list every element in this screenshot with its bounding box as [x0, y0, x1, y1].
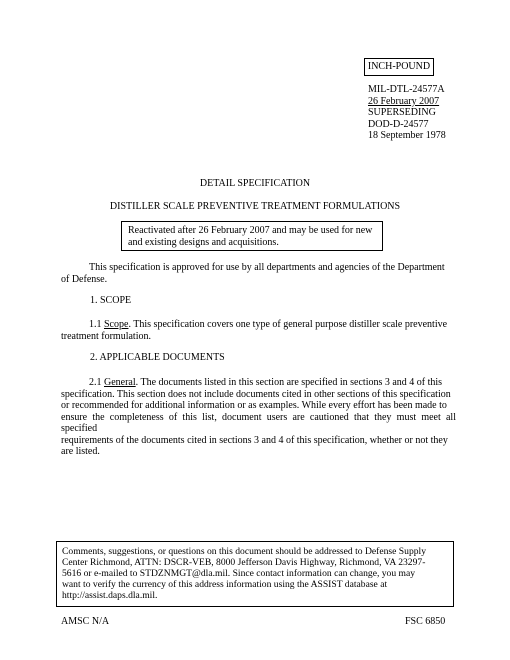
superseded-date: 18 September 1978	[368, 130, 446, 142]
superseding-label: SUPERSEDING	[368, 107, 436, 119]
spec-type-title: DETAIL SPECIFICATION	[199, 178, 311, 189]
general-line: ensure the completeness of this list, document users are cautioned that they must meet all specified	[61, 411, 456, 434]
section-1-heading: 1. SCOPE	[90, 295, 132, 306]
general-line	[61, 377, 456, 389]
document-identifier-block	[368, 84, 478, 142]
inch-pound-label: INCH-POUND	[367, 61, 431, 73]
reactivated-note-line: Reactivated after 26 February 2007 and may be used for new	[128, 225, 373, 236]
approval-line: This specification is approved for use by all departments and agencies of the Department	[89, 262, 445, 273]
scope-para-text: . This specification covers one type of general purpose distiller scale preventive	[128, 319, 448, 330]
scope-line: treatment formulation.	[61, 330, 151, 342]
inch-pound-box	[364, 58, 434, 76]
scope-line	[61, 319, 456, 331]
scope-para-title: Scope	[104, 319, 129, 330]
reactivated-note-box	[121, 221, 383, 251]
amsc-label: AMSC N/A	[61, 616, 110, 627]
general-para-title: General	[104, 377, 136, 388]
approval-paragraph	[61, 262, 456, 285]
spec-title: DISTILLER SCALE PREVENTIVE TREATMENT FORMULATIONS	[109, 201, 401, 212]
general-paragraph	[61, 377, 456, 458]
comments-line: Center Richmond, ATTN: DSCR-VEB, 8000 Jefferson Davis Highway, Richmond, VA 23297-	[62, 557, 426, 568]
scope-paragraph	[61, 319, 456, 342]
approval-line: of Defense.	[61, 273, 108, 285]
general-para-number: 2.1	[89, 377, 102, 388]
reactivated-note-line: and existing designs and acquisitions.	[128, 236, 279, 248]
general-line: are listed.	[61, 446, 100, 457]
superseded-document: DOD-D-24577	[368, 118, 429, 130]
document-number: MIL-DTL-24577A	[368, 84, 445, 95]
section-2-heading: 2. APPLICABLE DOCUMENTS	[90, 352, 225, 363]
comments-line: http://assist.daps.dla.mil.	[62, 590, 158, 601]
general-para-text: . The documents listed in this section are specified in sections 3 and 4 of this	[135, 377, 443, 388]
scope-para-number: 1.1	[89, 319, 102, 330]
general-line: specification. This section does not include documents cited in other sections of this specification	[61, 388, 451, 400]
comments-line: Comments, suggestions, or questions on this document should be addressed to Defense Supply	[62, 546, 426, 557]
general-line: requirements of the documents cited in sections 3 and 4 of this specification, whether or not they	[61, 434, 448, 446]
document-date: 26 February 2007	[368, 95, 440, 107]
fsc-label: FSC 6850	[405, 616, 446, 627]
general-line: or recommended for additional information or as examples. While every effort has been made to	[61, 400, 447, 411]
comments-line: want to verify the currency of this address information using the ASSIST database at	[62, 579, 388, 590]
comments-line: 5616 or e-mailed to STDZNMGT@dla.mil. Since contact information can change, you may	[62, 568, 416, 579]
comments-box	[56, 541, 454, 607]
